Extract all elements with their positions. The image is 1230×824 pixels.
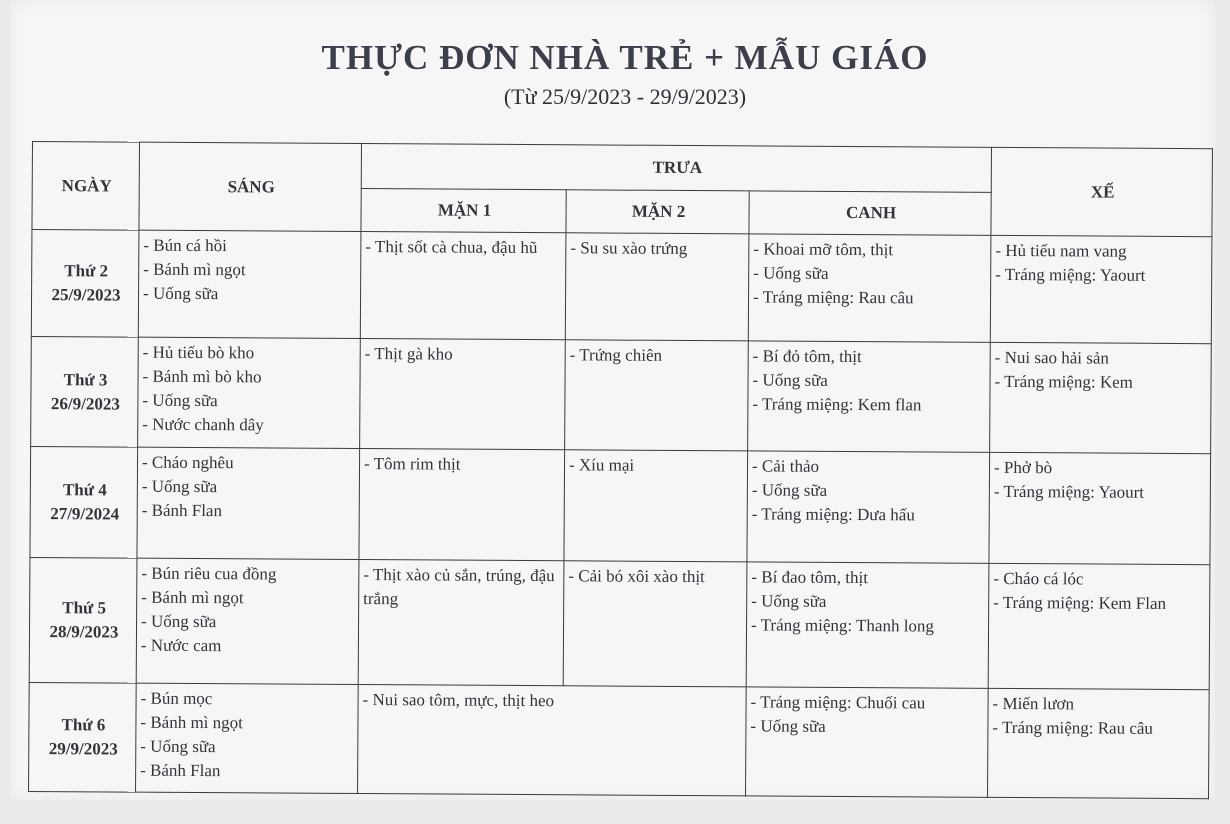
man2-cell: [564, 450, 748, 562]
day-date: 26/9/2023: [50, 393, 120, 414]
table-row: [30, 446, 1211, 564]
sang-cell: [136, 683, 359, 793]
dish: - Tôm rim thịt: [363, 454, 461, 474]
canh-cell: [747, 451, 990, 563]
date-range-subtitle: (Từ 25/9/2023 - 29/9/2023): [503, 84, 747, 109]
dish: - Uống sữa: [143, 283, 219, 304]
xe-cell: [989, 452, 1211, 564]
canh-cell: [748, 341, 991, 452]
xe-cell: [988, 563, 1210, 689]
dish: - Uống sữa: [141, 476, 218, 497]
dish: - Bún riêu cua đồng: [141, 563, 277, 584]
day-cell: [31, 336, 139, 447]
man1-cell: [360, 339, 566, 450]
dish: - Thịt xào củ sắn, trúng, đậu trắng: [363, 565, 555, 609]
dish: - Uống sữa: [751, 591, 827, 611]
dish: - Uống sữa: [750, 716, 826, 736]
sang-cell: [138, 337, 361, 448]
table-row: [31, 230, 1212, 344]
dish: - Bí đỏ tôm, thịt: [752, 346, 862, 367]
man1-cell: [359, 449, 565, 561]
dish: - Uống sữa: [752, 370, 828, 390]
dish: - Tráng miệng: Yaourt: [995, 264, 1146, 285]
dish: - Thịt gà kho: [364, 344, 453, 364]
man-merged-cell: [358, 685, 747, 796]
dish: - Nui sao tôm, mực, thịt heo: [362, 690, 555, 711]
day-cell: [30, 446, 138, 558]
dish: - Thịt sốt cà chua, đậu hũ: [365, 237, 538, 258]
day-label: Thứ 4: [62, 480, 107, 500]
dish: - Bánh mì ngọt: [141, 587, 244, 608]
dish: - Nước cam: [140, 635, 222, 656]
day-date: 27/9/2024: [50, 504, 120, 524]
dish: - Tráng miệng: Dưa hấu: [751, 504, 915, 525]
dish: - Bánh Flan: [140, 760, 221, 781]
dish: - Hủ tiếu bò kho: [142, 342, 255, 363]
xe-cell: [988, 688, 1210, 798]
weekly-menu-table: [28, 141, 1213, 799]
dish: - Tráng miệng: Chuối cau: [750, 692, 926, 713]
sang-cell: [138, 230, 361, 338]
canh-cell: [746, 562, 989, 688]
xe-cell: [990, 235, 1212, 343]
day-cell: [31, 230, 139, 338]
dish: - Tráng miệng: Kem flan: [752, 394, 922, 415]
dish: - Bún mọc: [140, 688, 213, 709]
dish: - Xíu mại: [568, 455, 635, 475]
day-label: Thứ 2: [64, 261, 109, 281]
dish: - Su su xào trứng: [570, 238, 688, 259]
table-row: [29, 682, 1210, 798]
dish: - Nước chanh dây: [142, 414, 264, 435]
day-label: Thứ 6: [61, 715, 106, 735]
dish: - Bánh mì ngọt: [143, 259, 246, 280]
xe-cell: [990, 342, 1212, 453]
dish: - Bánh mì bò kho: [142, 366, 262, 387]
dish: - Tráng miệng: Kem Flan: [993, 592, 1167, 613]
day-date: 28/9/2023: [49, 622, 119, 642]
header-ngay: NGÀY: [32, 142, 140, 231]
man2-cell: [563, 561, 747, 687]
dish: - Tráng miệng: Thanh long: [750, 615, 935, 636]
dish: - Tráng miệng: Rau câu: [753, 287, 914, 308]
header-man2: MẶN 2: [566, 190, 749, 234]
man1-cell: [360, 232, 566, 340]
sang-cell: [136, 558, 359, 684]
header-xe: XẾ: [991, 147, 1213, 236]
day-date: 25/9/2023: [51, 285, 121, 305]
dish: - Cháo cá lóc: [993, 568, 1084, 589]
dish: - Cải thảo: [751, 456, 820, 476]
table-row: [29, 557, 1210, 689]
sang-cell: [137, 447, 360, 559]
dish: - Uống sữa: [751, 480, 828, 500]
dish: - Tráng miệng: Rau câu: [992, 717, 1154, 738]
menu-title: THỰC ĐƠN NHÀ TRẺ + MẪU GIÁO: [321, 38, 929, 77]
dish: - Nui sao hải sản: [994, 347, 1110, 368]
canh-cell: [746, 687, 989, 797]
man2-cell: [565, 340, 749, 451]
dish: - Miến lươn: [992, 693, 1075, 714]
header-canh: CANH: [749, 191, 991, 235]
dish: - Tráng miệng: Kem: [994, 371, 1133, 392]
dish: - Hủ tiếu nam vang: [995, 240, 1127, 261]
dish: - Uống sữa: [142, 390, 218, 411]
dish: - Cải bó xôi xào thịt: [568, 566, 705, 587]
dish: - Uống sữa: [141, 611, 217, 632]
man2-cell: [565, 233, 749, 341]
header-man1: MẶN 1: [361, 189, 566, 233]
dish: - Uống sữa: [753, 263, 829, 283]
day-cell: [29, 557, 137, 683]
dish: - Cháo nghêu: [141, 452, 234, 473]
man1-cell: [358, 560, 564, 686]
dish: - Bún cá hồi: [143, 235, 228, 256]
day-cell: [29, 682, 137, 792]
table-row: [31, 336, 1212, 453]
dish: - Uống sữa: [140, 736, 216, 757]
day-label: Thứ 3: [63, 369, 108, 389]
header-trua: TRƯA: [361, 144, 991, 193]
dish: - Bí đao tôm, thịt: [751, 567, 869, 588]
dish: - Tráng miệng: Yaourt: [993, 481, 1145, 502]
dish: - Bánh Flan: [141, 500, 223, 521]
header-sang: SÁNG: [139, 142, 362, 231]
dish: - Bánh mì ngọt: [140, 712, 243, 733]
dish: - Phở bò: [993, 457, 1053, 478]
canh-cell: [748, 234, 991, 342]
dish: - Trứng chiên: [569, 345, 663, 365]
day-label: Thứ 5: [62, 598, 107, 618]
dish: - Khoai mỡ tôm, thịt: [753, 239, 894, 260]
day-date: 29/9/2023: [48, 739, 118, 759]
